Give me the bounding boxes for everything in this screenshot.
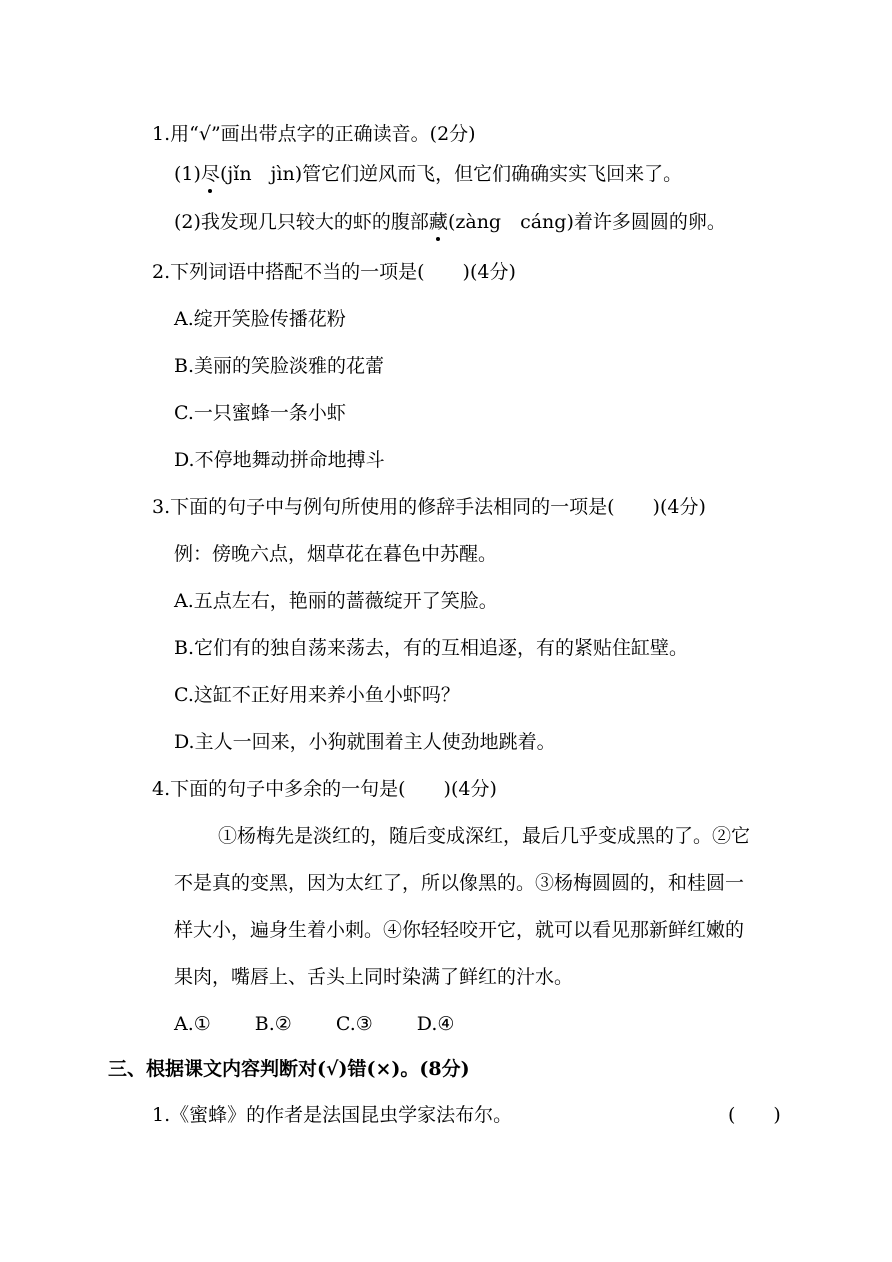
q3-title: 3.下面的句子中与例句所使用的修辞手法相同的一项是( )(4分): [152, 496, 706, 518]
q4-option-a: A.①: [174, 1013, 211, 1035]
q1-item2-prefix: (2)我发现几只较大的虾的腹部: [174, 211, 429, 233]
q3-example: 例：傍晚六点，烟草花在暮色中苏醒。: [174, 543, 498, 565]
q4-passage-line-1: ①杨梅先是淡红的，随后变成深红，最后几乎变成黑的了。②它: [218, 825, 751, 847]
q1-item2-dotted-char: 藏: [428, 211, 448, 233]
q3-option-a: A.五点左右，艳丽的蔷薇绽开了笑脸。: [174, 590, 498, 612]
q4-option-d: D.④: [416, 1013, 455, 1035]
q1-item2: [174, 210, 726, 234]
q1-item1: [174, 162, 682, 186]
q1-item1-rest: (jǐn jìn)管它们逆风而飞，但它们确确实实飞回来了。: [219, 163, 683, 185]
q2-option-d: D.不停地舞动拼命地搏斗: [174, 449, 385, 471]
q2-option-b: B.美丽的笑脸淡雅的花蕾: [174, 355, 385, 377]
q2-option-a: A.绽开笑脸传播花粉: [174, 308, 346, 330]
q4-title: 4.下面的句子中多余的一句是( )(4分): [152, 778, 497, 800]
q2-title: 2.下列词语中搭配不当的一项是( )(4分): [152, 261, 516, 283]
q4-option-c: C.③: [335, 1013, 373, 1035]
q4-passage-line-2: 不是真的变黑，因为太红了，所以像黑的。③杨梅圆圆的，和桂圆一: [174, 872, 745, 894]
section3-title: 三、根据课文内容判断对(√)错(×)。(8分): [108, 1058, 470, 1080]
q1-item1-prefix: (1): [174, 163, 201, 185]
q4-passage-line-3: 样大小，遍身生着小刺。④你轻轻咬开它，就可以看见那新鲜红嫩的: [174, 919, 745, 941]
q1-item1-dotted-char: 尽: [200, 163, 220, 185]
q3-option-b: B.它们有的独自荡来荡去，有的互相追逐，有的紧贴住缸壁。: [174, 637, 689, 659]
q4-option-b: B.②: [254, 1013, 292, 1035]
section3-item-1-answer-blank: ( ): [728, 1104, 781, 1126]
q3-option-d: D.主人一回来，小狗就围着主人使劲地跳着。: [174, 731, 556, 753]
q1-item2-rest: (zàng cáng)着许多圆圆的卵。: [447, 211, 726, 233]
q4-options: [174, 1012, 498, 1036]
q3-option-c: C.这缸不正好用来养小鱼小虾吗？: [174, 684, 460, 706]
q2-option-c: C.一只蜜蜂一条小虾: [174, 402, 346, 424]
section3-item-1: 1.《蜜蜂》的作者是法国昆虫学家法布尔。: [152, 1104, 513, 1126]
q4-passage-line-4: 果肉，嘴唇上、舌头上同时染满了鲜红的汁水。: [174, 966, 574, 988]
q1-title: 1.用“√”画出带点字的正确读音。(2分): [152, 123, 476, 145]
